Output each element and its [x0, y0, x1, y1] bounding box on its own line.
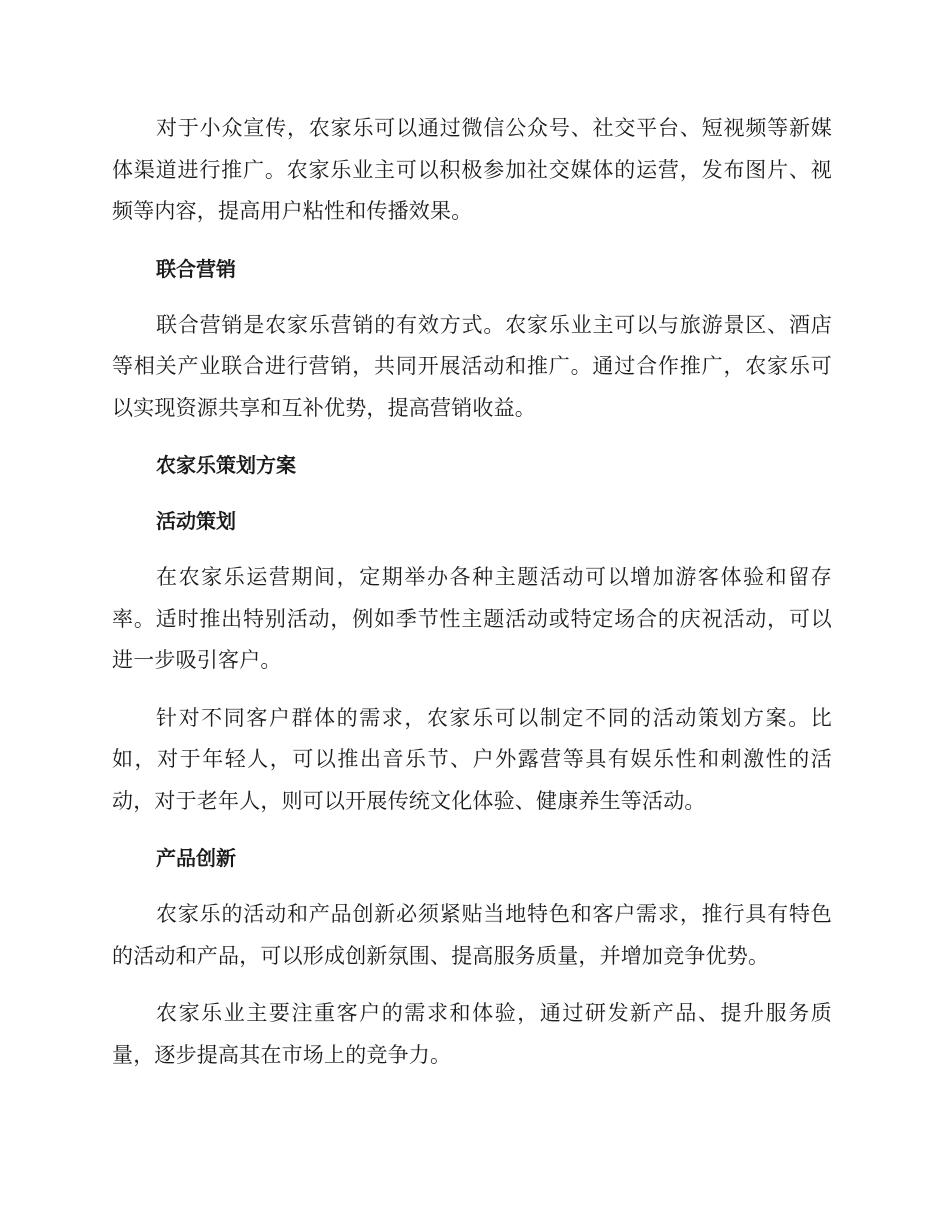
paragraph-innovation-local-features: 农家乐的活动和产品创新必须紧贴当地特色和客户需求，推行具有特色的活动和产品，可以形成创新氛围、提高服务质量，并增加竞争优势。: [112, 902, 832, 968]
section-heading-activity-planning: 活动策划: [156, 509, 236, 533]
document-page: [112, 108, 832, 1092]
section-heading-joint-marketing: 联合营销: [156, 256, 236, 281]
paragraph-customer-experience: 农家乐业主要注重客户的需求和体验，通过研发新产品、提升服务质量，逐步提高其在市场上的竞争力。: [112, 1001, 832, 1067]
section-heading-planning-scheme: 农家乐策划方案: [156, 453, 296, 477]
paragraph-customer-groups: 针对不同客户群体的需求，农家乐可以制定不同的活动策划方案。比如，对于年轻人，可以推出音乐节、户外露营等具有娱乐性和刺激性的活动，对于老年人，则可以开展传统文化体验、健康养生等活动。: [112, 705, 832, 813]
paragraph-small-audience-promotion: 对于小众宣传，农家乐可以通过微信公众号、社交平台、短视频等新媒体渠道进行推广。农家乐业主可以积极参加社交媒体的运营，发布图片、视频等内容，提高用户粘性和传播效果。: [112, 116, 832, 223]
section-heading-product-innovation: 产品创新: [156, 846, 236, 870]
paragraph-joint-marketing: 联合营销是农家乐营销的有效方式。农家乐业主可以与旅游景区、酒店等相关产业联合进行营销，共同开展活动和推广。通过合作推广，农家乐可以实现资源共享和互补优势，提高营销收益。: [112, 312, 832, 420]
paragraph-themed-activities: 在农家乐运营期间，定期举办各种主题活动可以增加游客体验和留存率。适时推出特别活动，例如季节性主题活动或特定场合的庆祝活动，可以进一步吸引客户。: [112, 565, 832, 672]
